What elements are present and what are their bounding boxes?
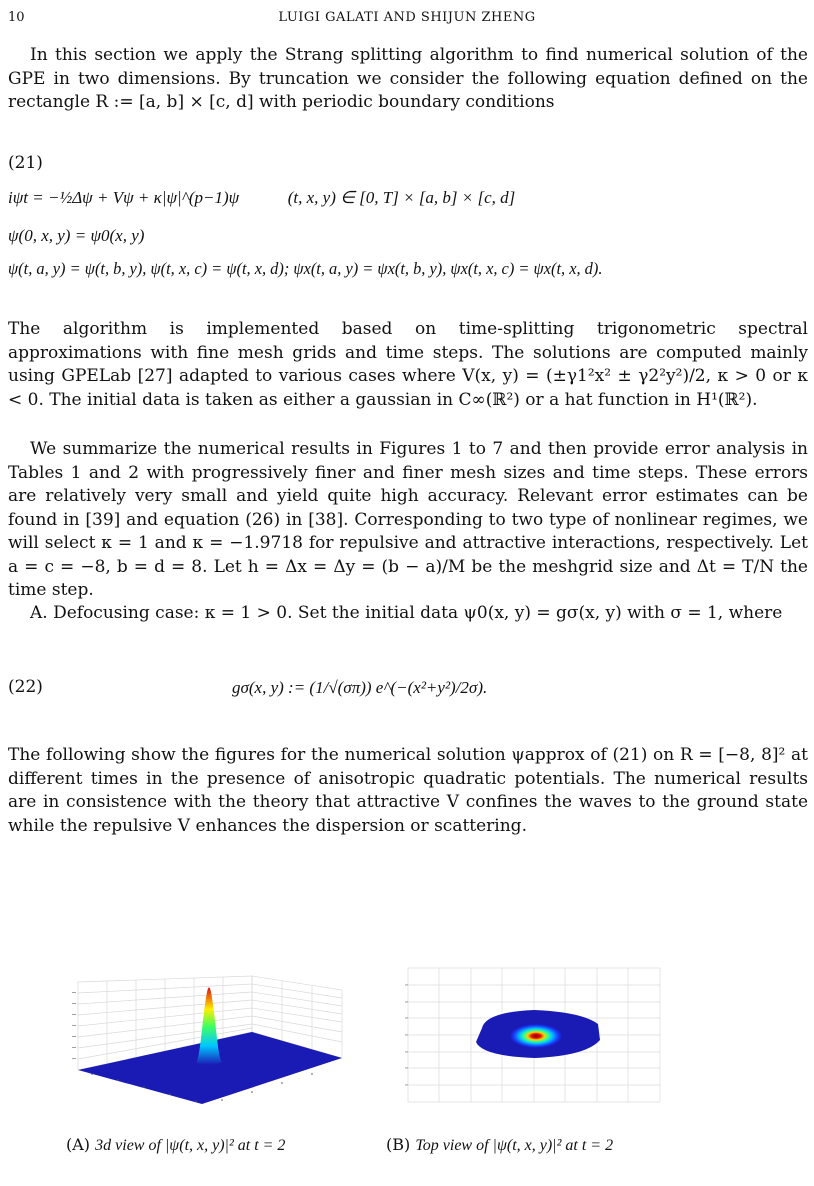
density-core [510, 1024, 562, 1048]
paragraph-algorithm: The algorithm is implemented based on time-splitting trigonometric spectral approximations with fine mesh grids and time steps. The solutions are computed mainly using GPELab [27] adapted to various cases where V(x, y) = (±γ1²x² ± γ2²y²)/2, κ > 0 or κ < 0. The initial data is taken as either a gaussian in C∞(ℝ²) or a hat function in H¹(ℝ²). [8, 319, 808, 410]
surface-peak [196, 988, 222, 1066]
paragraph-defocusing: A. Defocusing case: κ = 1 > 0. Set the initial data ψ0(x, y) = gσ(x, y) with σ = 1, where [30, 603, 783, 623]
paragraph-figures-intro: The following show the figures for the numerical solution ψapprox of (21) on R = [−8, 8]² at different times in the presence of anisotropic quadratic potentials. The numerical results are in consistence with the theory that attractive V confines the waves to the ground state while the repulsive V enhances the dispersion or scattering. [8, 745, 808, 836]
equation-21-line3: ψ(t, a, y) = ψ(t, b, y), ψ(t, x, c) = ψ(t, x, d); ψx(t, a, y) = ψx(t, b, y), ψx(t, x, c) = ψx(t, x, d). [8, 259, 603, 278]
page-number: 10 [8, 10, 25, 25]
equation-21-line1 [8, 186, 515, 210]
figure-b-top-view [396, 962, 666, 1112]
equation-21-line2: ψ(0, x, y) = ψ0(x, y) [8, 226, 145, 245]
axis-ticks [405, 985, 408, 1086]
equation-21-pde: iψt = −½Δψ + Vψ + κ|ψ|^(p−1)ψ [8, 188, 240, 207]
caption-b-label: (B) [386, 1135, 411, 1154]
caption-a [66, 1133, 285, 1158]
running-title: LUIGI GALATI AND SHIJUN ZHENG [278, 10, 536, 25]
figure-a-3d-surface [52, 962, 362, 1117]
equation-22-number: (22) [8, 677, 43, 697]
equation-21-domain: (t, x, y) ∈ [0, T] × [a, b] × [c, d] [287, 188, 516, 207]
intro-paragraph: In this section we apply the Strang splitting algorithm to find numerical solution of the GPE in two dimensions. By truncation we consider the following equation defined on the rectangle R := [a, b] × [c, d] with periodic boundary conditions [8, 45, 808, 112]
caption-b-text: Top view of |ψ(t, x, y)|² at t = 2 [415, 1137, 614, 1154]
page-header [8, 6, 806, 26]
equation-22-formula: gσ(x, y) := (1/√(σπ)) e^(−(x²+y²)/2σ). [232, 678, 488, 697]
caption-a-label: (A) [66, 1135, 91, 1154]
equation-21-number: (21) [8, 153, 43, 173]
caption-a-text: 3d view of |ψ(t, x, y)|² at t = 2 [95, 1137, 286, 1154]
axis-ticks [72, 992, 76, 1059]
caption-b [386, 1133, 613, 1158]
paragraph-results: We summarize the numerical results in Figures 1 to 7 and then provide error analysis in Tables 1 and 2 with progressively finer and finer mesh sizes and time steps. These errors are relatively very small and yield quite high accuracy. Relevant error estimates can be found in [39] and equation (26) in [38]. Corresponding to two type of nonlinear regimes, we will select κ = 1 and κ = −1.9718 for repulsive and attractive interactions, respectively. Let a = c = −8, b = d = 8. Let h = Δx = Δy = (b − a)/M be the meshgrid size and Δt = T/N the time step. [8, 439, 808, 600]
